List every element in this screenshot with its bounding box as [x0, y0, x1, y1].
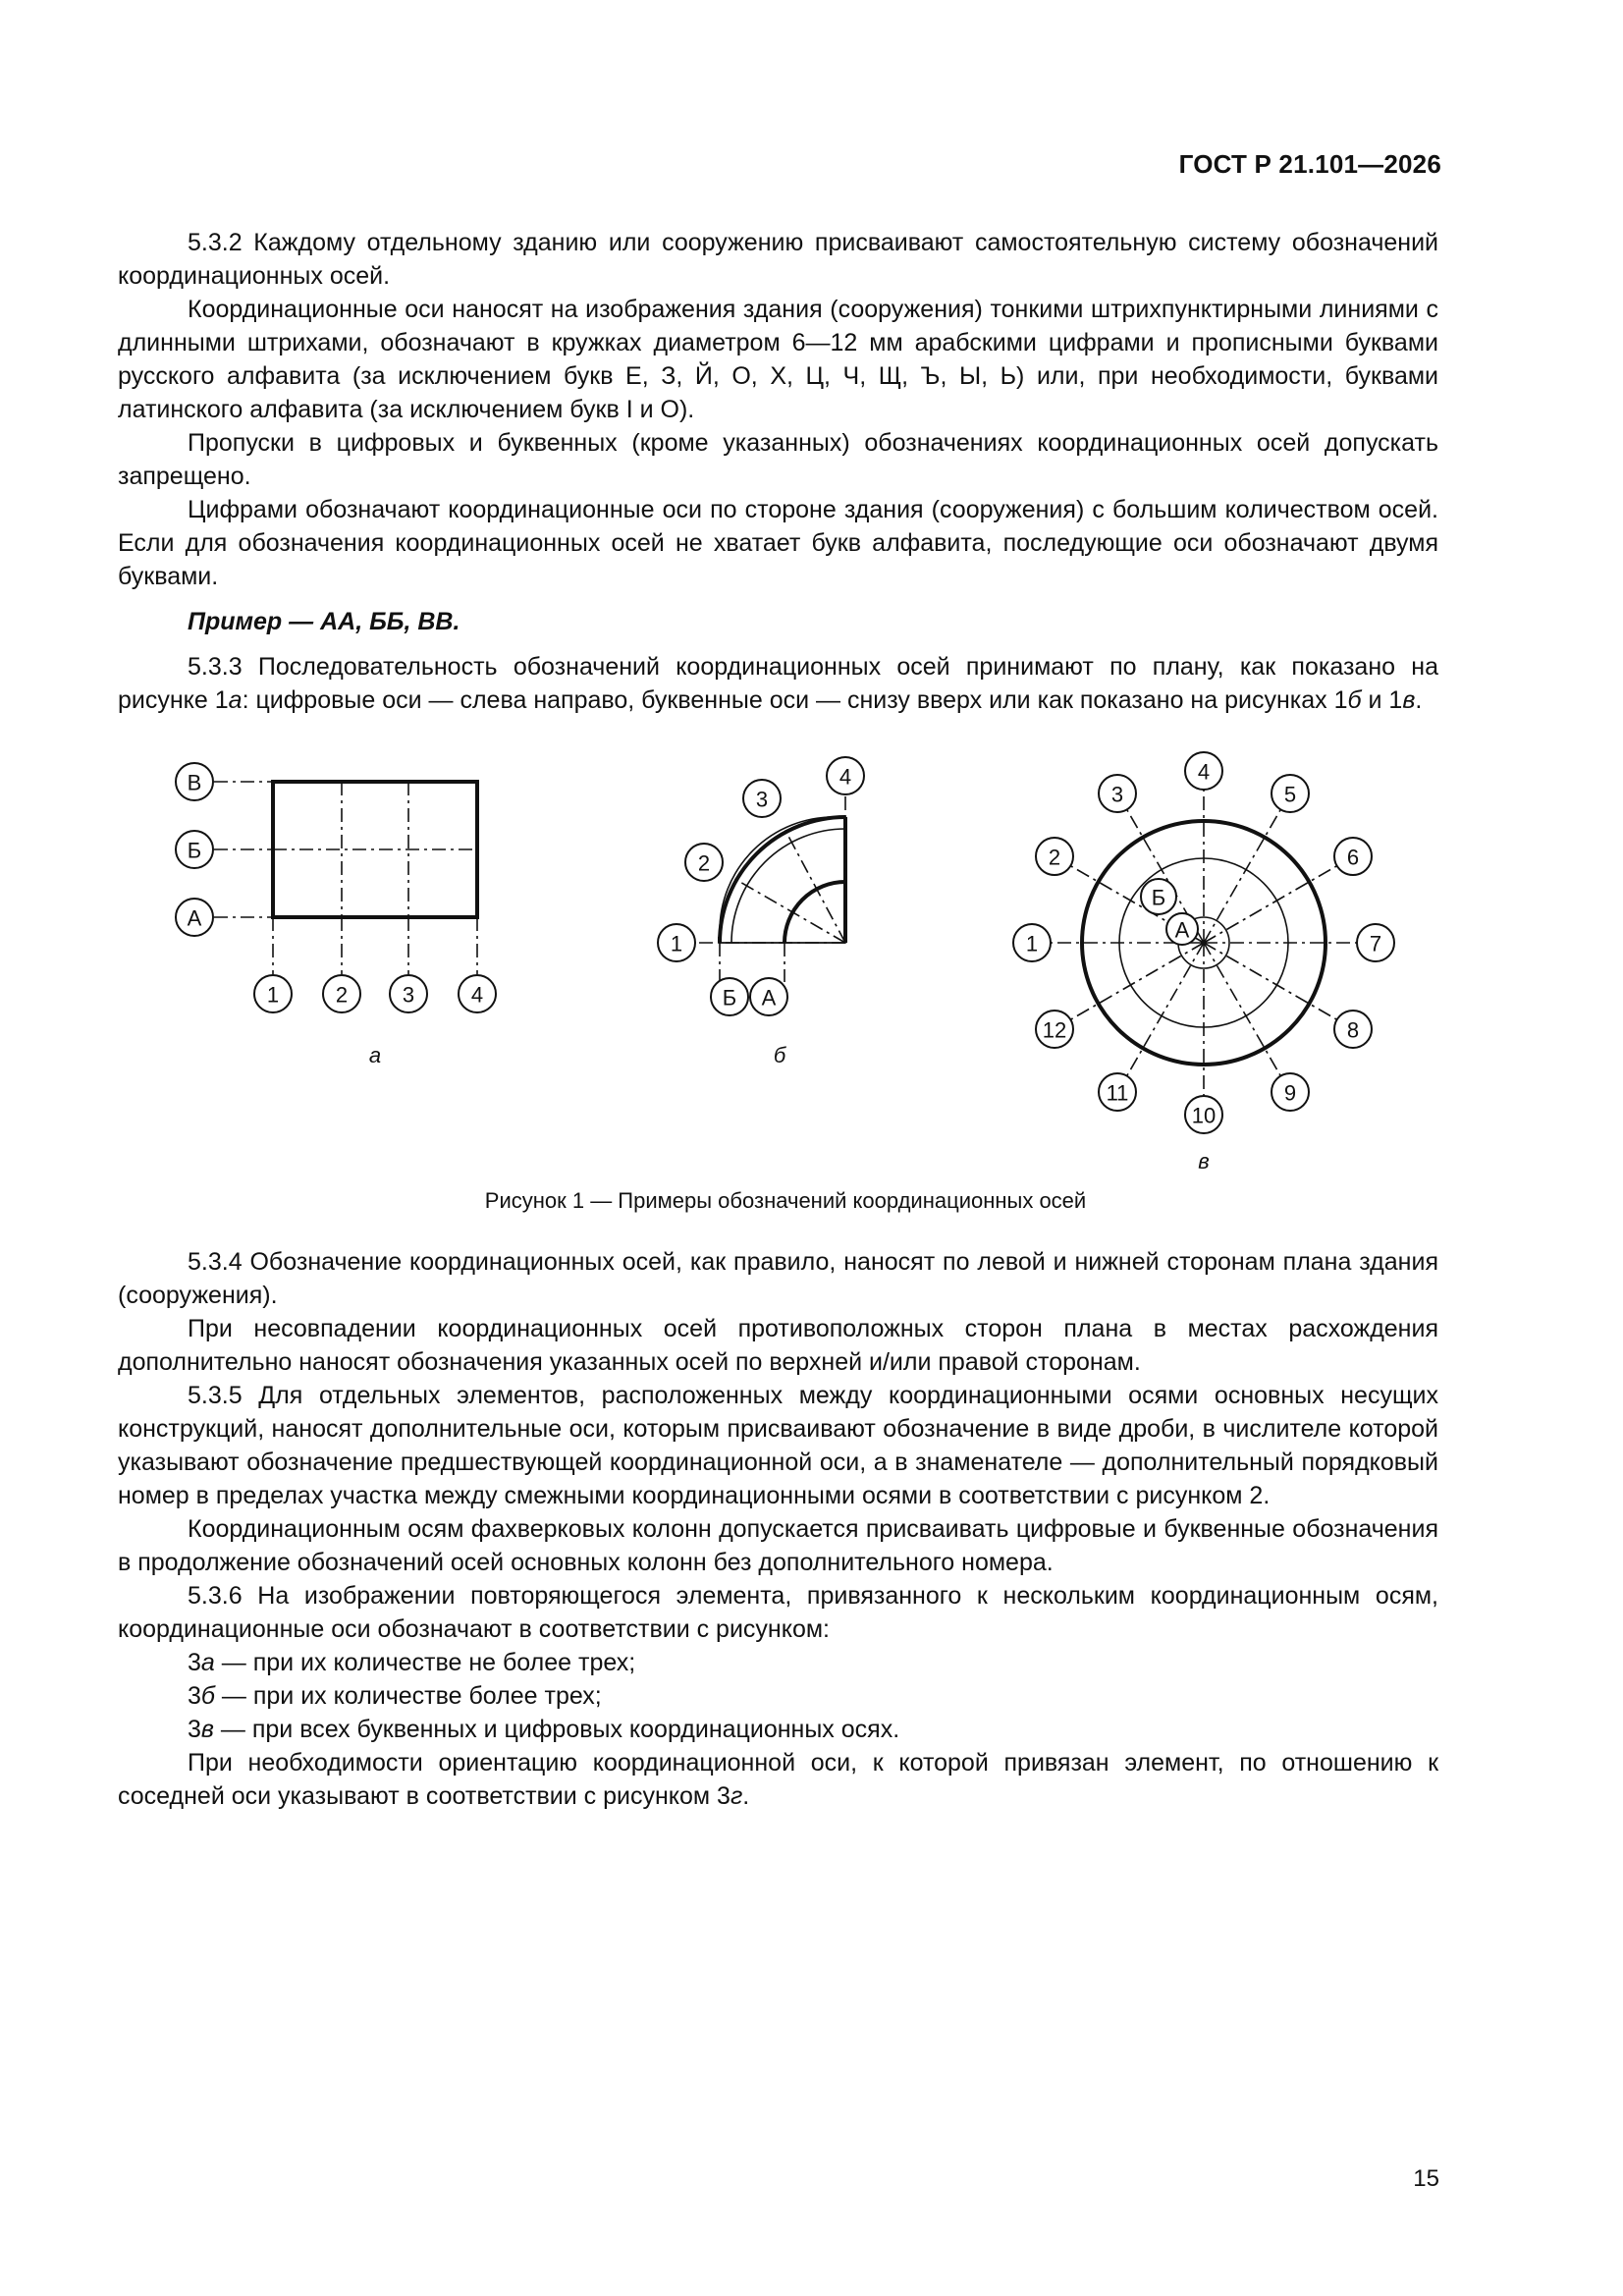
svg-text:А: А [761, 985, 777, 1011]
svg-text:А: А [1174, 917, 1190, 943]
figure-1b-label: б [773, 1043, 786, 1067]
axis-bubble-11 [1099, 1073, 1136, 1111]
axis-bubble-1 [1013, 924, 1051, 961]
svg-text:1: 1 [266, 982, 280, 1008]
svg-text:5: 5 [1283, 782, 1297, 807]
list-item-3b: 3б — при их количестве более трех; [188, 1682, 602, 1710]
axis-bubble-b [711, 978, 748, 1015]
paragraph-5-3-3: 5.3.3 Последовательность обозначений координационных осей принимают по плану, как показано на рисунке 1а: цифровые оси — слева направо, буквенные оси — снизу вверх или как показано на рисунках 1б и 1в. [118, 653, 1438, 714]
axis-bubble-3 [743, 780, 781, 817]
svg-text:Б: Б [722, 985, 737, 1011]
paragraph-5-3-6: 5.3.6 На изображении повторяющегося элемента, привязанного к нескольким координационным осям, координационные оси обозначают в соответствии с рисунком: [118, 1582, 1438, 1643]
svg-text:4: 4 [470, 982, 484, 1008]
svg-text:12: 12 [1042, 1017, 1067, 1043]
paragraph-mismatch: При несовпадении координационных осей противоположных сторон плана в местах расхождения дополнительно наносят обозначения указанных осей по верхней и/или правой сторонам. [118, 1315, 1438, 1376]
paragraph-5-3-5: 5.3.5 Для отдельных элементов, расположенных между координационными осями основных несущих конструкций, наносят дополнительные оси, которым присваивают обозначение в виде дроби, в числителе которой указывают обозначение предшествующей координационной оси, а в знаменателе — дополнительный порядковый номер в пределах участка между смежными координационными осями в соответствии с рисунком 2. [118, 1382, 1438, 1509]
paragraph-axes-drawing: Координационные оси наносят на изображения здания (сооружения) тонкими штрихпунктирными линиями с длинными штрихами, обозначают в кружках диаметром 6—12 мм арабскими цифрами и прописными буквами русского алфавита (за исключением букв Е, З, Й, О, Х, Ц, Ч, Щ, Ъ, Ы, Ь) или, при необходимости, буквами латинского алфавита (за исключением букв I и O). [118, 296, 1438, 423]
axis-bubble-3 [390, 975, 427, 1012]
svg-text:6: 6 [1346, 845, 1360, 870]
list-item-3a: 3а — при их количестве не более трех; [188, 1649, 636, 1676]
svg-text:Б: Б [187, 838, 202, 863]
figure-1c-label: в [1198, 1149, 1210, 1174]
svg-text:2: 2 [1048, 845, 1061, 870]
axis-bubble-9 [1271, 1073, 1309, 1111]
svg-text:А: А [187, 905, 202, 931]
axis-bubble-12 [1036, 1011, 1073, 1048]
axis-bubble-b [1141, 879, 1176, 914]
axis-bubble-2 [323, 975, 360, 1012]
figure-1 [0, 746, 1571, 1178]
axis-bubble-a [1166, 913, 1198, 945]
page-number: 15 [1413, 2165, 1439, 2192]
svg-text:Б: Б [1151, 885, 1166, 910]
paragraph-orientation: При необходимости ориентацию координационной оси, к которой привязан элемент, по отношению к соседней оси указывают в соответствии с рисунком 3г. [118, 1749, 1438, 1810]
svg-text:3: 3 [1110, 782, 1124, 807]
svg-text:3: 3 [755, 787, 769, 812]
axis-bubble-8 [1334, 1011, 1372, 1048]
axis-bubble-3 [1099, 775, 1136, 812]
svg-text:9: 9 [1283, 1080, 1297, 1106]
figure-1a-label: а [368, 1043, 382, 1067]
axis-bubble-5 [1271, 775, 1309, 812]
axis-bubble-6 [1334, 838, 1372, 875]
paragraph-framework-columns: Координационным осям фахверковых колонн допускается присваивать цифровые и буквенные обозначения в продолжение обозначений осей основных колонн без дополнительного номера. [118, 1515, 1438, 1576]
figure-caption: Рисунок 1 — Примеры обозначений координационных осей [484, 1188, 1087, 1213]
svg-text:7: 7 [1369, 931, 1382, 957]
svg-text:1: 1 [670, 931, 683, 957]
axis-bubble-2 [685, 844, 723, 881]
axis-bubble-10 [1185, 1096, 1222, 1133]
paragraph-5-3-4: 5.3.4 Обозначение координационных осей, как правило, наносят по левой и нижней сторонам плана здания (сооружения). [118, 1248, 1438, 1309]
svg-text:3: 3 [402, 982, 415, 1008]
paragraph-gaps: Пропуски в цифровых и буквенных (кроме указанных) обозначениях координационных осей допускать запрещено. [118, 429, 1438, 490]
svg-text:4: 4 [1197, 759, 1211, 785]
svg-text:4: 4 [839, 764, 852, 790]
axis-bubble-a [176, 899, 213, 936]
section-5-3-4 [118, 1245, 1438, 1813]
svg-text:8: 8 [1346, 1017, 1360, 1043]
paragraph-5-3-2: 5.3.2 Каждому отдельному зданию или сооружению присваивают самостоятельную систему обозначений координационных осей. [118, 229, 1438, 290]
axis-bubble-4 [827, 757, 864, 794]
svg-text:2: 2 [335, 982, 349, 1008]
figure-1b [658, 757, 864, 1067]
axis-bubble-1 [658, 924, 695, 961]
svg-text:В: В [187, 770, 202, 795]
svg-text:10: 10 [1191, 1103, 1217, 1128]
axis-bubble-4 [1185, 752, 1222, 790]
axis-bubble-v [176, 763, 213, 800]
axis-bubble-b [176, 831, 213, 868]
section-5-3-2 [118, 226, 1438, 717]
svg-text:11: 11 [1106, 1080, 1129, 1106]
axis-bubble-a [750, 978, 787, 1015]
svg-text:2: 2 [697, 850, 711, 876]
axis-bubble-2 [1036, 838, 1073, 875]
axis-bubble-1 [254, 975, 292, 1012]
paragraph-digits: Цифрами обозначают координационные оси по стороне здания (сооружения) с большим количеством осей. Если для обозначения координационных осей не хватает букв алфавита, последующие оси обозначают двумя буквами. [118, 496, 1438, 590]
axis-bubble-4 [459, 975, 496, 1012]
svg-text:1: 1 [1025, 931, 1039, 957]
figure-1c [1013, 752, 1394, 1174]
list-item-3v: 3в — при всех буквенных и цифровых координационных осях. [188, 1716, 900, 1743]
example-line: Пример — АА, ББ, ВВ. [188, 608, 460, 635]
axis-bubble-7 [1357, 924, 1394, 961]
document-header: ГОСТ Р 21.101—2026 [1178, 149, 1441, 179]
figure-1a [176, 763, 496, 1067]
